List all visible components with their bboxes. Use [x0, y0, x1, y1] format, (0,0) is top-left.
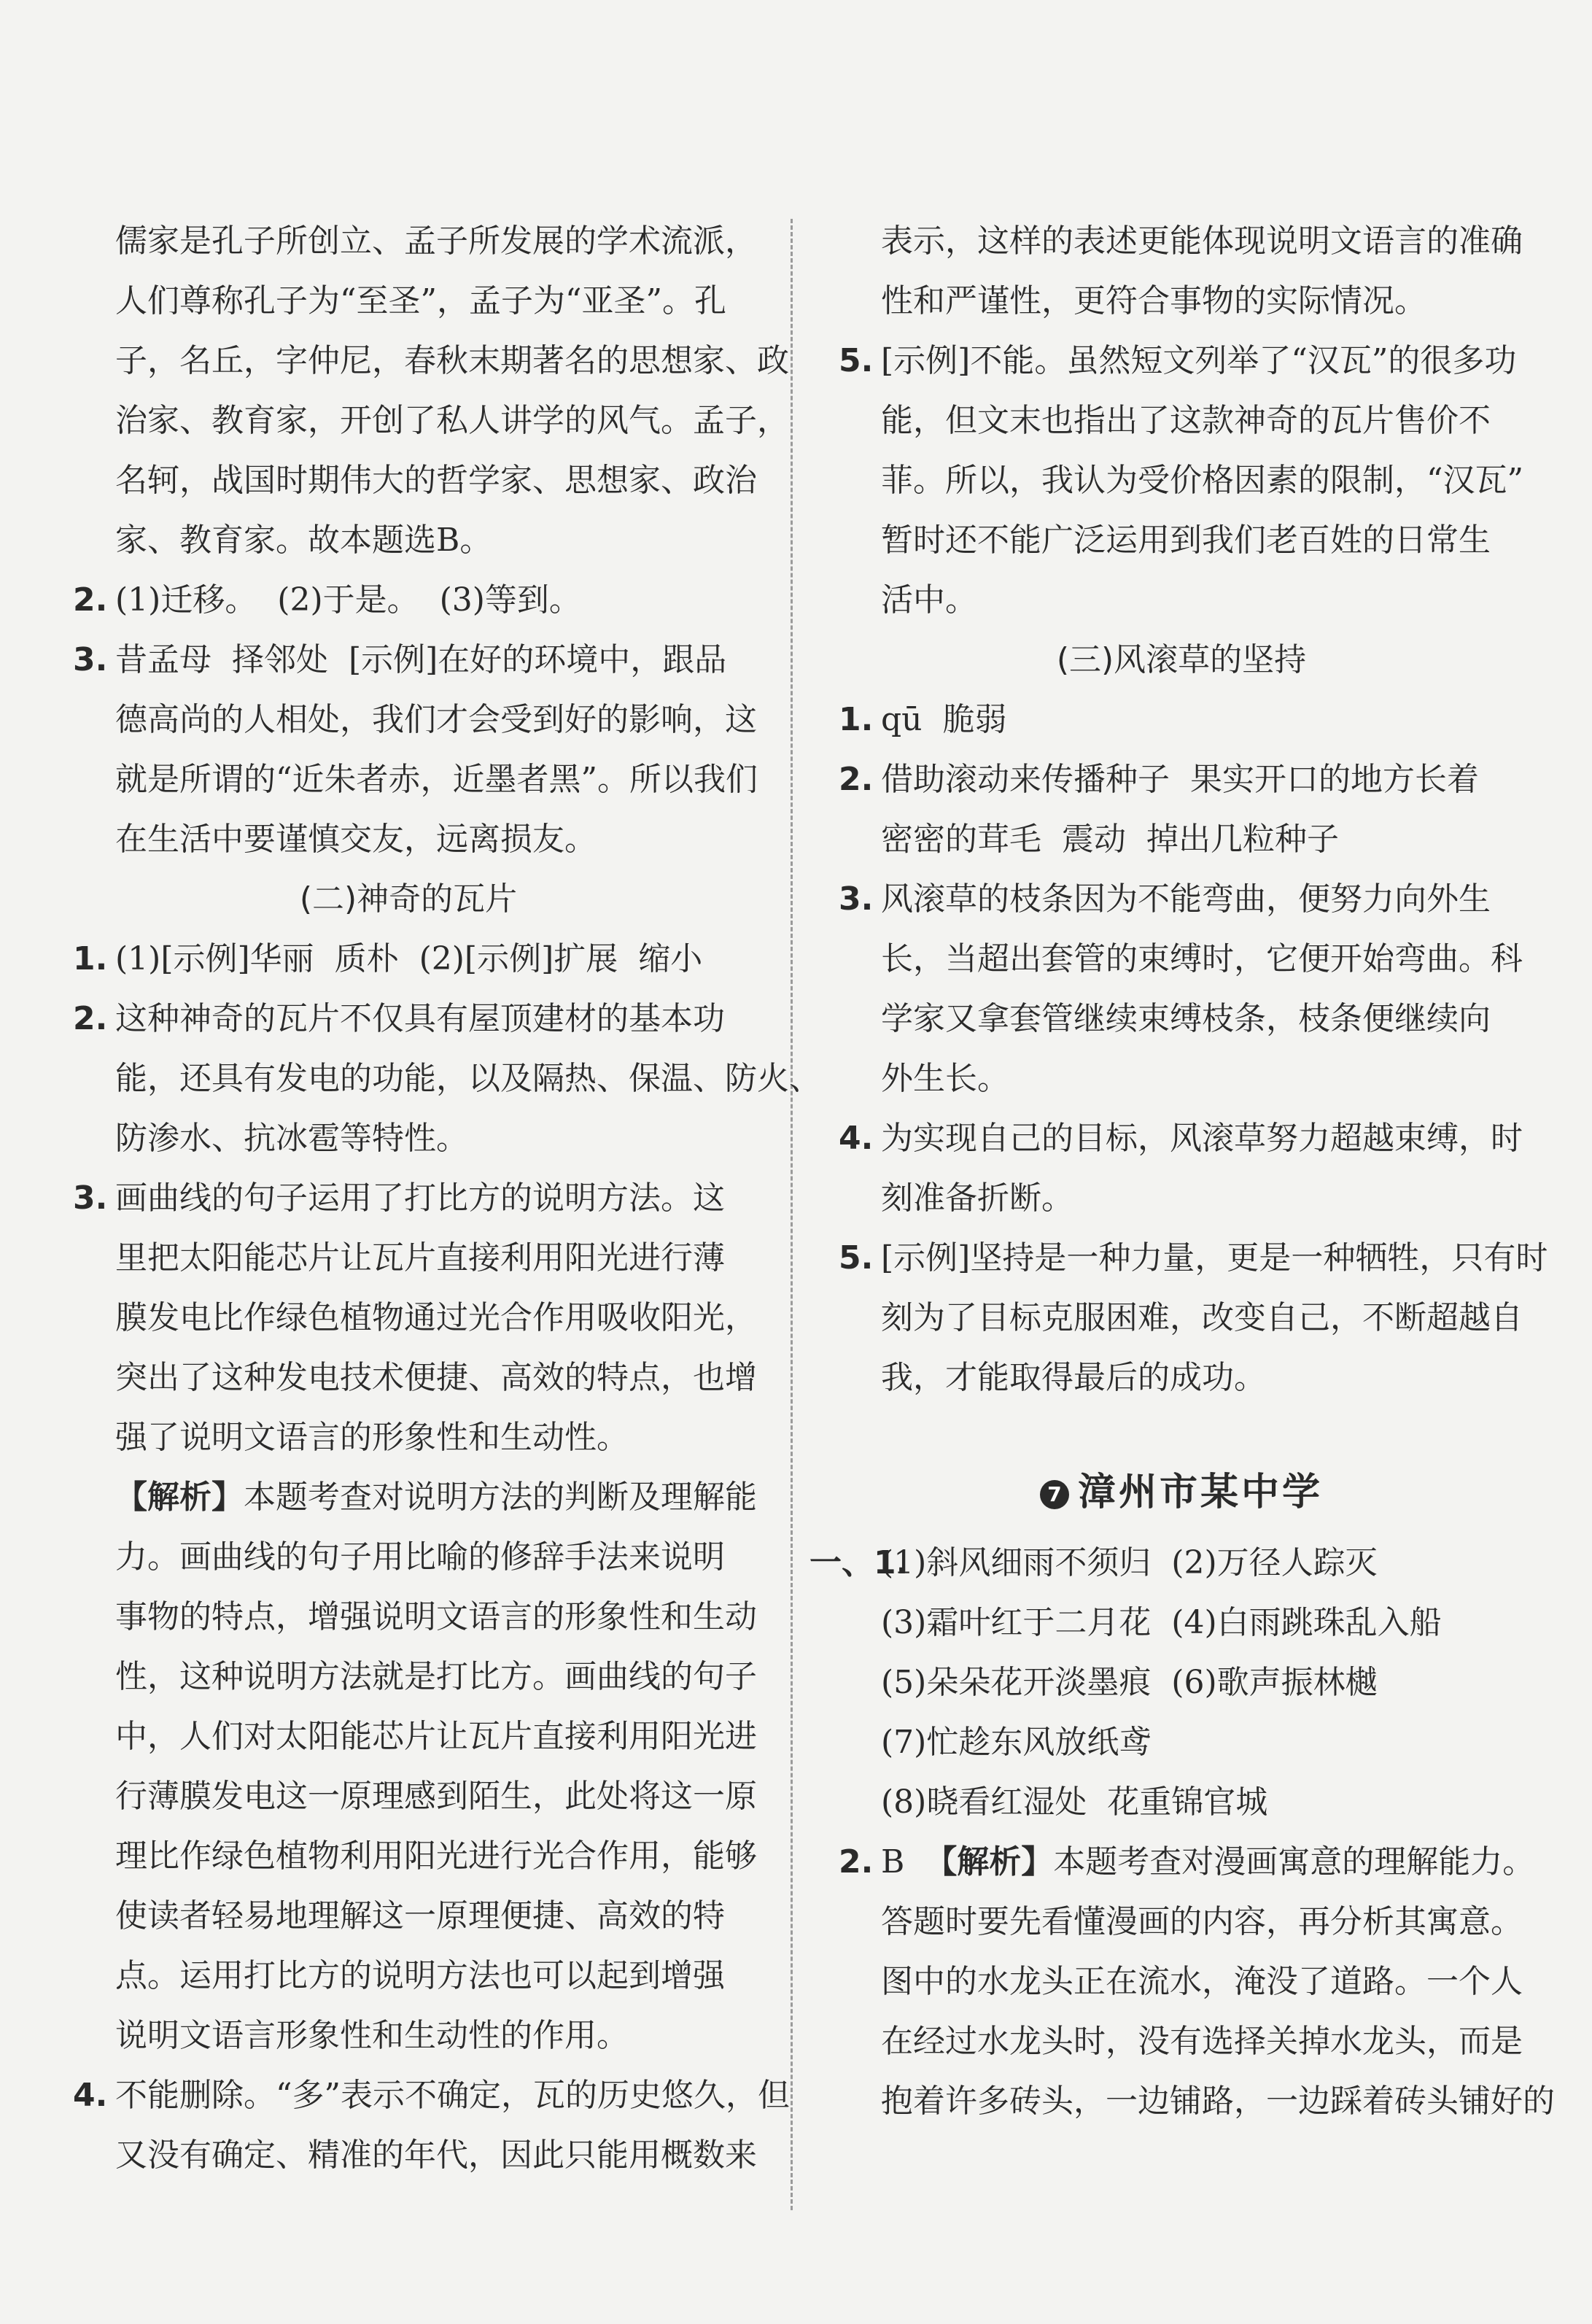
text-line — [839, 929, 1524, 989]
text-line — [73, 271, 744, 331]
text-line — [839, 451, 1524, 511]
line-text: 我，才能取得最后的成功。 — [881, 1359, 1266, 1396]
line-text: (1)迁移。 (2)于是。 (3)等到。 — [115, 581, 581, 619]
line-text: 学家又拿套管继续束缚枝条，枝条便继续向 — [881, 1000, 1491, 1037]
item-number: 2. — [839, 1843, 874, 1880]
line-text: qū 脆弱 — [881, 701, 1007, 738]
line-text: 活中。 — [881, 581, 977, 619]
line-text: 菲。所以，我认为受价格因素的限制，“汉瓦” — [881, 462, 1523, 499]
text-line — [839, 1169, 1524, 1228]
text-line — [73, 1468, 757, 1527]
school-number-badge: 7 — [1040, 1480, 1069, 1509]
line-text: 膜发电比作绿色植物通过光合作用吸收阳光， — [115, 1299, 757, 1336]
line-text: 暂时还不能广泛运用到我们老百姓的日常生 — [881, 522, 1491, 559]
line-text: [示例]不能。虽然短文列举了“汉瓦”的很多功 — [881, 342, 1517, 379]
line-text: 家、教育家。故本题选B。 — [115, 522, 492, 559]
line-text: 中，人们对太阳能芯片让瓦片直接利用阳光进 — [115, 1718, 757, 1755]
line-text: 强了说明文语言的形象性和生动性。 — [115, 1419, 629, 1456]
line-text: 治家、教育家，开创了私人讲学的风气。孟子， — [115, 402, 789, 439]
column-divider — [791, 219, 793, 2210]
text-line — [839, 570, 1524, 630]
text-line — [839, 1653, 1524, 1713]
text-line — [73, 451, 757, 511]
line-text: (7)忙趁东风放纸鸢 — [881, 1724, 1152, 1761]
text-line — [73, 1707, 757, 1767]
analysis-label: 【解析】 — [115, 1479, 244, 1516]
text-line — [809, 1533, 1524, 1593]
line-text: 能，但文末也指出了这款神奇的瓦片售价不 — [881, 402, 1491, 439]
text-line — [839, 212, 1524, 271]
text-line — [839, 1892, 1524, 1952]
text-line — [73, 989, 744, 1049]
text-line — [73, 511, 744, 570]
line-text: 昔孟母 择邻处 [示例]在好的环境中，跟品 — [115, 641, 727, 678]
item-number: 2. — [73, 1000, 108, 1037]
line-text: 人们尊称孔子为“至圣”，孟子为“亚圣”。孔 — [115, 282, 726, 319]
line-text: 图中的水龙头正在流水，淹没了道路。一个人 — [881, 1963, 1523, 2000]
text-line — [73, 1946, 744, 2006]
text-line — [839, 1348, 1524, 1408]
line-text: 突出了这种发电技术便捷、高效的特点，也增 — [115, 1359, 757, 1396]
right-top-section — [839, 212, 1548, 1408]
line-text: (1)斜风细雨不须归 (2)万径人踪灭 — [881, 1544, 1378, 1581]
line-text: 画曲线的句子运用了打比方的说明方法。这 — [115, 1180, 725, 1217]
line-text: 借助滚动来传播种子 果实开口的地方长着 — [881, 761, 1479, 798]
item-number: 4. — [73, 2077, 108, 2114]
text-line — [839, 2072, 1555, 2131]
section-heading: (二)神奇的瓦片 — [299, 880, 518, 918]
text-line — [73, 630, 744, 690]
text-line — [839, 271, 1524, 331]
text-line — [73, 2066, 790, 2126]
line-text: 刻为了目标克服困难，改变自己，不断超越自 — [881, 1299, 1523, 1336]
text-line — [73, 1886, 744, 1946]
text-line — [839, 1832, 1535, 1892]
text-line — [839, 750, 1524, 810]
line-text: 防渗水、抗冰雹等特性。 — [115, 1120, 468, 1157]
school-name: 漳州市某中学 — [1077, 1471, 1323, 1514]
line-text: (3)霜叶红于二月花 (4)白雨跳珠乱入船 — [881, 1604, 1442, 1641]
text-line — [73, 570, 744, 630]
text-line — [839, 511, 1524, 570]
line-text: [示例]坚持是一种力量，更是一种牺牲，只有时 — [881, 1239, 1548, 1277]
line-text: 刻准备折断。 — [881, 1180, 1073, 1217]
text-line — [839, 1228, 1548, 1288]
line-text: 名轲，战国时期伟大的哲学家、思想家、政治 — [115, 462, 757, 499]
line-text: 不能删除。“多”表示不确定，瓦的历史悠久，但 — [115, 2077, 790, 2114]
right-column — [809, 212, 1555, 2131]
text-line — [73, 1348, 757, 1408]
item-number: 5. — [839, 342, 874, 379]
text-line — [73, 929, 744, 989]
text-line — [73, 690, 757, 750]
item-number: 2. — [839, 761, 874, 798]
line-text: 这种神奇的瓦片不仅具有屋顶建材的基本功 — [115, 1000, 725, 1037]
text-line — [839, 1713, 1524, 1773]
line-text: 能，还具有发电的功能，以及隔热、保温、防火、 — [115, 1060, 821, 1097]
item-number: 3. — [839, 880, 874, 918]
text-line — [73, 1109, 744, 1169]
line-text: 德高尚的人相处，我们才会受到好的影响，这 — [115, 701, 757, 738]
text-line — [839, 1049, 1524, 1109]
text-line — [73, 212, 757, 271]
line-text: 性和严谨性，更符合事物的实际情况。 — [881, 282, 1426, 319]
line-text: 说明文语言形象性和生动性的作用。 — [115, 2017, 629, 2054]
text-line — [839, 1288, 1524, 1348]
text-line — [73, 1228, 744, 1288]
line-text: 性，这种说明方法就是打比方。画曲线的句子 — [115, 1658, 757, 1695]
answer-choice: B — [881, 1843, 925, 1880]
text-line — [839, 2012, 1524, 2072]
text-line — [839, 690, 1524, 750]
line-text: (1)[示例]华丽 质朴 (2)[示例]扩展 缩小 — [115, 940, 703, 977]
item-number: 5. — [839, 1239, 874, 1277]
line-text: (5)朵朵花开淡墨痕 (6)歌声振林樾 — [881, 1664, 1378, 1701]
item-number: 1. — [839, 701, 874, 738]
line-text: 理比作绿色植物利用阳光进行光合作用，能够 — [115, 1837, 757, 1875]
text-line — [73, 1288, 757, 1348]
line-text: 在生活中要谨慎交友，远离损友。 — [115, 821, 597, 858]
text-line — [839, 810, 1524, 869]
text-line — [839, 1593, 1524, 1653]
line-text: 就是所谓的“近朱者赤，近墨者黑”。所以我们 — [115, 761, 758, 798]
section-heading: (三)风滚草的坚持 — [1056, 641, 1307, 678]
line-text: 事物的特点，增强说明文语言的形象性和生动 — [115, 1598, 757, 1635]
line-text: 力。画曲线的句子用比喻的修辞手法来说明 — [115, 1538, 725, 1576]
analysis-label: 【解析】 — [925, 1843, 1054, 1880]
text-line — [73, 2006, 744, 2066]
line-text: 外生长。 — [881, 1060, 1009, 1097]
line-text: 使读者轻易地理解这一原理便捷、高效的特 — [115, 1897, 725, 1934]
line-text: 本题考查对漫画寓意的理解能力。 — [1053, 1843, 1535, 1880]
line-text: 风滚草的枝条因为不能弯曲，便努力向外生 — [881, 880, 1491, 918]
item-number: 一、1. — [809, 1544, 909, 1581]
item-number: 2. — [73, 581, 108, 619]
text-line — [839, 1773, 1524, 1832]
text-line — [73, 1767, 757, 1827]
line-text: 本题考查对说明方法的判断及理解能 — [244, 1479, 757, 1516]
line-text: 抱着许多砖头，一边铺路，一边踩着砖头铺好的 — [881, 2083, 1555, 2120]
line-text: 为实现自己的目标，风滚草努力超越束缚，时 — [881, 1120, 1523, 1157]
text-line — [839, 331, 1524, 391]
text-line — [73, 1408, 744, 1468]
left-column — [73, 212, 821, 2185]
item-number: 4. — [839, 1120, 874, 1157]
line-text: 在经过水龙头时，没有选择关掉水龙头，而是 — [881, 2023, 1523, 2060]
text-line — [73, 750, 758, 810]
text-line — [73, 1647, 757, 1707]
line-text: 表示，这样的表述更能体现说明文语言的准确 — [881, 222, 1523, 260]
school-heading — [839, 1452, 1524, 1533]
text-line — [73, 1169, 744, 1228]
text-line — [73, 331, 789, 391]
text-line — [839, 869, 1524, 929]
line-text: 答题时要先看懂漫画的内容，再分析其寓意。 — [881, 1903, 1523, 1940]
item-number: 3. — [73, 1180, 108, 1217]
text-line — [839, 391, 1524, 451]
line-text: 又没有确定、精准的年代，因此只能用概数来 — [115, 2137, 757, 2174]
line-text: 密密的茸毛 震动 掉出几粒种子 — [881, 821, 1339, 858]
line-text: 长，当超出套管的束缚时，它便开始弯曲。科 — [881, 940, 1523, 977]
line-text: 点。运用打比方的说明方法也可以起到增强 — [115, 1957, 725, 1994]
line-text: 里把太阳能芯片让瓦片直接利用阳光进行薄 — [115, 1239, 725, 1277]
text-line — [839, 989, 1524, 1049]
text-line — [73, 1827, 757, 1886]
item-number: 3. — [73, 641, 108, 678]
item-number: 1. — [73, 940, 108, 977]
text-line — [73, 391, 789, 451]
text-line — [73, 1049, 821, 1109]
line-text: 子，名丘，字仲尼，春秋末期著名的思想家、政 — [115, 342, 789, 379]
text-line — [839, 1109, 1524, 1169]
text-line — [73, 1527, 744, 1587]
line-text: 行薄膜发电这一原理感到陌生，此处将这一原 — [115, 1778, 757, 1815]
text-line — [73, 810, 744, 869]
text-line — [73, 2126, 757, 2185]
text-line — [839, 1952, 1524, 2012]
right-bottom-section — [809, 1533, 1555, 2131]
line-text: 儒家是孔子所创立、孟子所发展的学术流派， — [115, 222, 757, 260]
text-line — [73, 1587, 757, 1647]
line-text: (8)晓看红湿处 花重锦官城 — [881, 1783, 1268, 1821]
